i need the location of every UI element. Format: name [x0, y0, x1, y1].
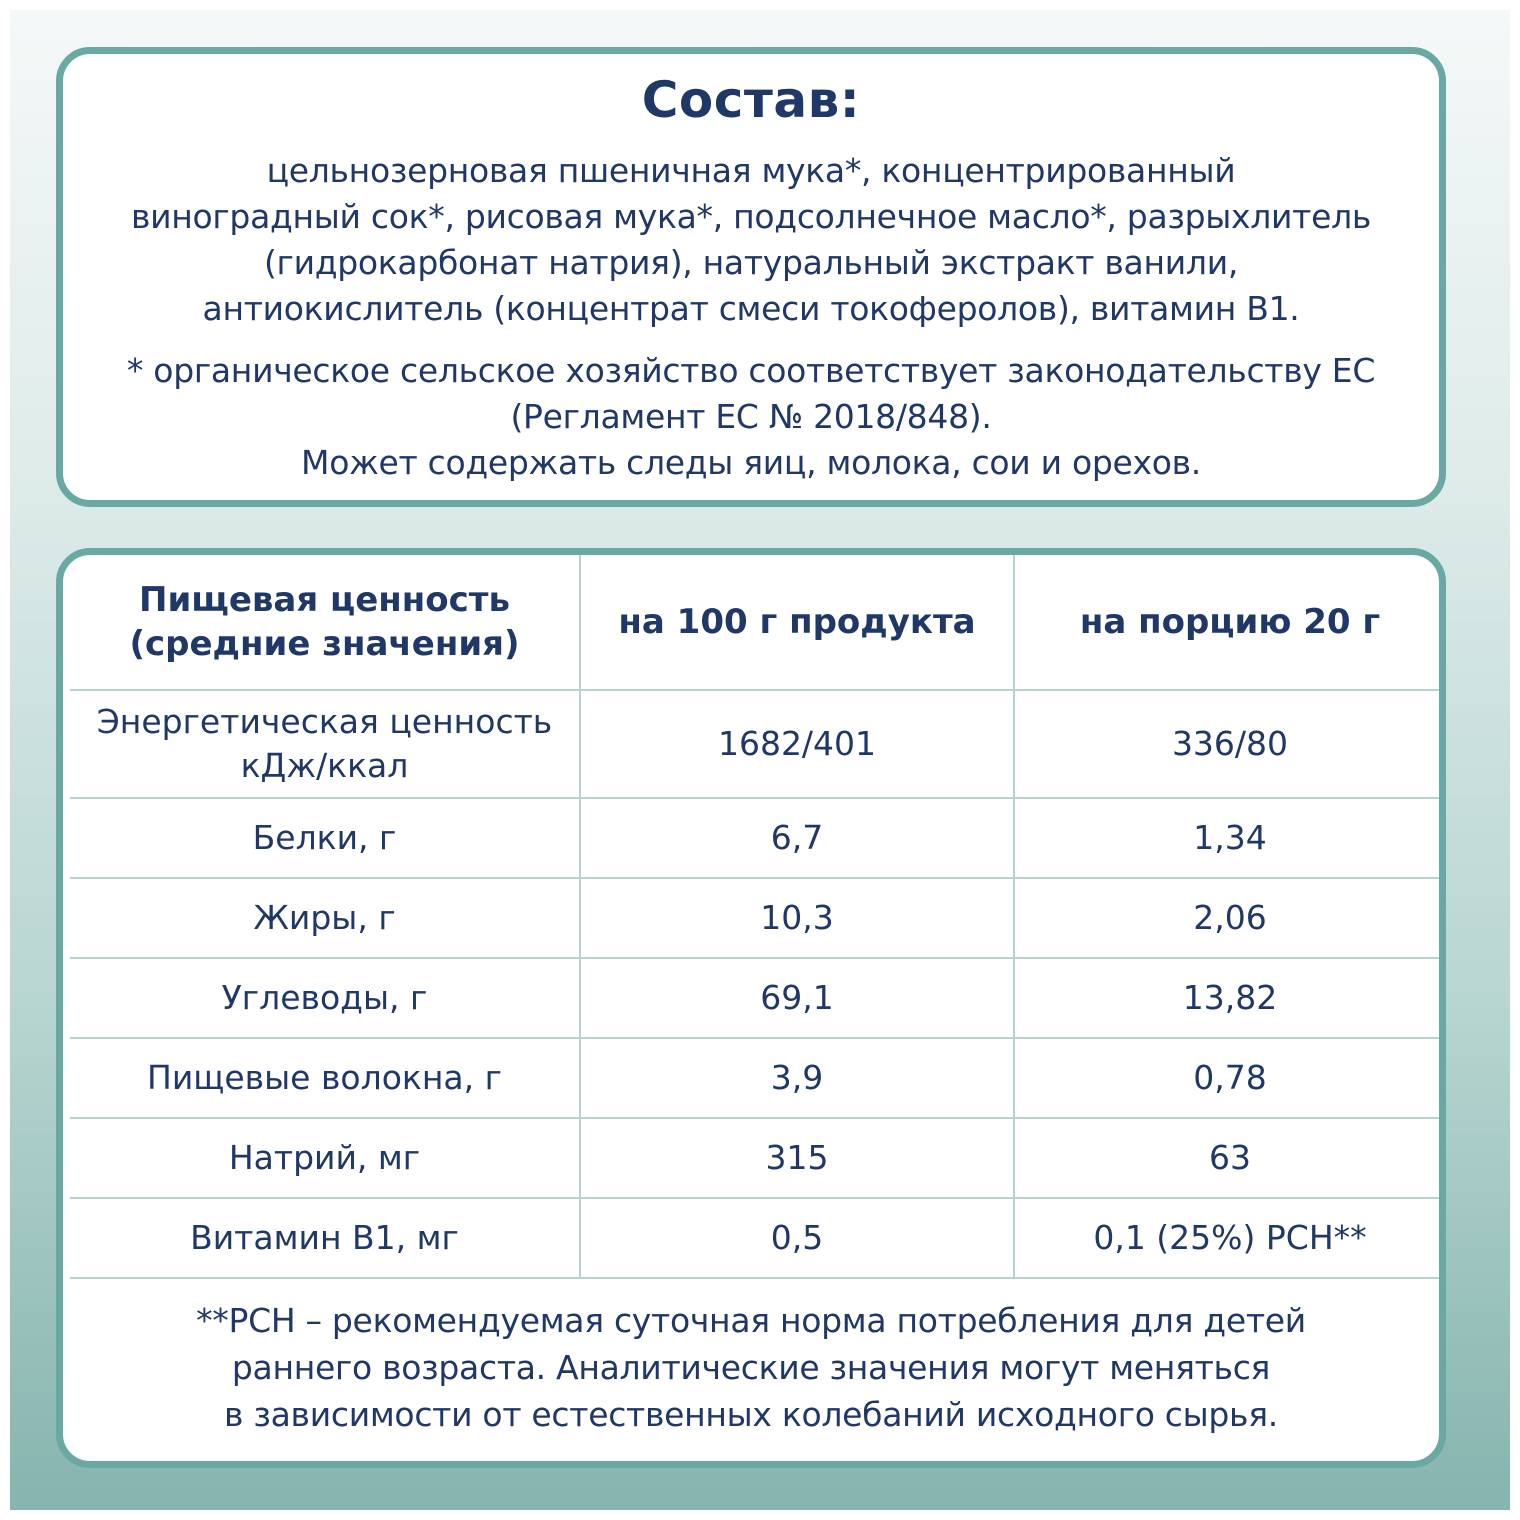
value-per-portion: 0,1 (25%) РСН** [1014, 1198, 1445, 1278]
ingredients-line: (гидрокарбонат натрия), натуральный экстракт ванили, [263, 243, 1239, 282]
table-row [70, 878, 1445, 958]
value-per-100g: 3,9 [580, 1038, 1014, 1118]
row-label: Натрий, мг [70, 1118, 580, 1198]
row-label: Пищевые волокна, г [70, 1038, 580, 1118]
ingredients-text [103, 148, 1399, 332]
row-label [70, 690, 580, 798]
row-label: Белки, г [70, 798, 580, 878]
note-line: (Регламент ЕС № 2018/848). [510, 397, 992, 436]
table-row [70, 1198, 1445, 1278]
footnote-line: раннего возраста. Аналитические значения могут меняться [231, 1348, 1271, 1387]
label-line: Энергетическая ценность [96, 702, 553, 741]
table-row [70, 798, 1445, 878]
row-label: Жиры, г [70, 878, 580, 958]
value-per-portion: 13,82 [1014, 958, 1445, 1038]
ingredients-line: цельнозерновая пшеничная мука*, концентрированный [266, 151, 1236, 190]
ingredients-line: виноградный сок*, рисовая мука*, подсолнечное масло*, разрыхлитель [130, 197, 1372, 236]
footnote-line: в зависимости от естественных колебаний исходного сырья. [224, 1395, 1278, 1434]
table-row [70, 690, 1445, 798]
footnote-line: **РСН – рекомендуемая суточная норма потребления для детей [196, 1301, 1306, 1340]
label-line: кДж/ккал [240, 746, 409, 785]
table-row [70, 958, 1445, 1038]
value-per-100g: 10,3 [580, 878, 1014, 958]
note-line: * органическое сельское хозяйство соответствует законодательству ЕС [126, 351, 1376, 390]
value-per-100g: 1682/401 [580, 690, 1014, 798]
nutrition-table [70, 555, 1445, 1279]
composition-card [56, 47, 1446, 507]
value-per-100g: 6,7 [580, 798, 1014, 878]
organic-note [103, 348, 1399, 486]
header-line: (средние значения) [129, 624, 520, 664]
value-per-portion: 1,34 [1014, 798, 1445, 878]
row-label: Витамин B1, мг [70, 1198, 580, 1278]
header-per-100g: на 100 г продукта [580, 555, 1014, 690]
rsn-footnote [63, 1297, 1439, 1438]
row-label: Углеводы, г [70, 958, 580, 1038]
table-row [70, 1118, 1445, 1198]
value-per-100g: 315 [580, 1118, 1014, 1198]
header-per-portion: на порцию 20 г [1014, 555, 1445, 690]
note-line: Может содержать следы яиц, молока, сои и орехов. [301, 443, 1201, 482]
composition-title: Состав: [641, 71, 861, 129]
value-per-100g: 69,1 [580, 958, 1014, 1038]
value-per-100g: 0,5 [580, 1198, 1014, 1278]
value-per-portion: 0,78 [1014, 1038, 1445, 1118]
value-per-portion: 336/80 [1014, 690, 1445, 798]
value-per-portion: 2,06 [1014, 878, 1445, 958]
ingredients-line: антиокислитель (концентрат смеси токоферолов), витамин B1. [202, 289, 1300, 328]
table-header-row [70, 555, 1445, 690]
header-line: Пищевая ценность [138, 580, 510, 620]
header-nutrition-value [70, 555, 580, 690]
table-row [70, 1038, 1445, 1118]
value-per-portion: 63 [1014, 1118, 1445, 1198]
nutrition-card [56, 548, 1446, 1468]
